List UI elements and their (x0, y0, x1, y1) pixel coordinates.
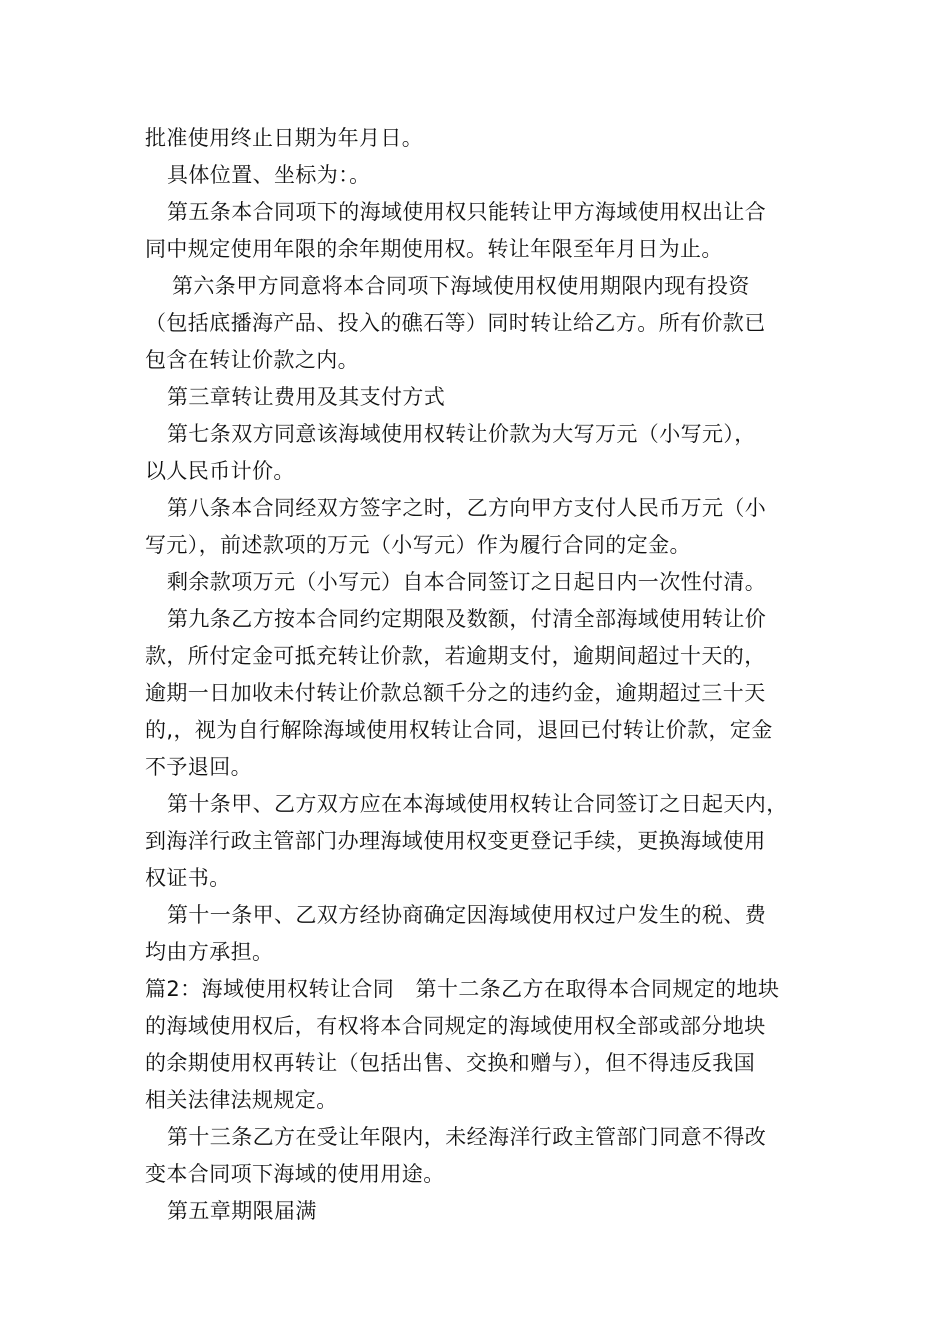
document-body (145, 120, 825, 1230)
text-line: （包括底播海产品、投入的礁石等）同时转让给乙方。所有价款已 (145, 311, 766, 335)
text-line: 逾期一日加收未付转让价款总额千分之的违约金，逾期超过三十天 (145, 681, 766, 705)
text-line: 具体位置、坐标为：。 (167, 163, 371, 187)
text-line: 包含在转让价款之内。 (145, 348, 359, 372)
text-line: 第三章转让费用及其支付方式 (167, 385, 446, 409)
text-line: 权证书。 (145, 866, 231, 890)
text-line: 的,，视为自行解除海域使用权转让合同，退回已付转让价款，定金 (145, 718, 773, 742)
text-line: 第七条双方同意该海域使用权转让价款为大写万元（小写元）， (167, 422, 756, 446)
text-line: 第十条甲、乙方双方应在本海域使用权转让合同签订之日起天内， (167, 792, 788, 816)
text-line: 篇2：海域使用权转让合同 第十二条乙方在取得本合同规定的地块 (145, 977, 780, 1001)
text-line: 的海域使用权后，有权将本合同规定的海域使用权全部或部分地块 (145, 1014, 766, 1038)
text-line: 第八条本合同经双方签字之时，乙方向甲方支付人民币万元（小 (167, 496, 767, 520)
text-line: 第六条甲方同意将本合同项下海域使用权使用期限内现有投资 (172, 274, 750, 298)
text-line: 同中规定使用年限的余年期使用权。转让年限至年月日为止。 (145, 237, 723, 261)
text-line: 批准使用终止日期为年月日。 (145, 126, 424, 150)
text-line: 变本合同项下海域的使用用途。 (145, 1162, 445, 1186)
text-line: 第九条乙方按本合同约定期限及数额，付清全部海域使用转让价 (167, 607, 767, 631)
text-line: 写元），前述款项的万元（小写元）作为履行合同的定金。 (145, 533, 691, 557)
text-line: 不予退回。 (145, 755, 252, 779)
text-line: 第五章期限届满 (167, 1199, 317, 1223)
text-line: 款，所付定金可抵充转让价款，若逾期支付，逾期间超过十天的， (145, 644, 766, 668)
text-line: 剩余款项万元（小写元）自本合同签订之日起日内一次性付清。 (167, 570, 767, 594)
text-line: 第五条本合同项下的海域使用权只能转让甲方海域使用权出让合 (167, 200, 767, 224)
text-line: 到海洋行政主管部门办理海域使用权变更登记手续，更换海域使用 (145, 829, 766, 853)
text-line: 均由方承担。 (145, 940, 274, 964)
text-line: 以人民币计价。 (145, 459, 295, 483)
text-line: 相关法律法规规定。 (145, 1088, 338, 1112)
text-line: 第十三条乙方在受让年限内，未经海洋行政主管部门同意不得改 (167, 1125, 767, 1149)
text-line: 第十一条甲、乙双方经协商确定因海域使用权过户发生的税、费 (167, 903, 767, 927)
text-line: 的余期使用权再转让（包括出售、交换和赠与），但不得违反我国 (145, 1051, 756, 1075)
